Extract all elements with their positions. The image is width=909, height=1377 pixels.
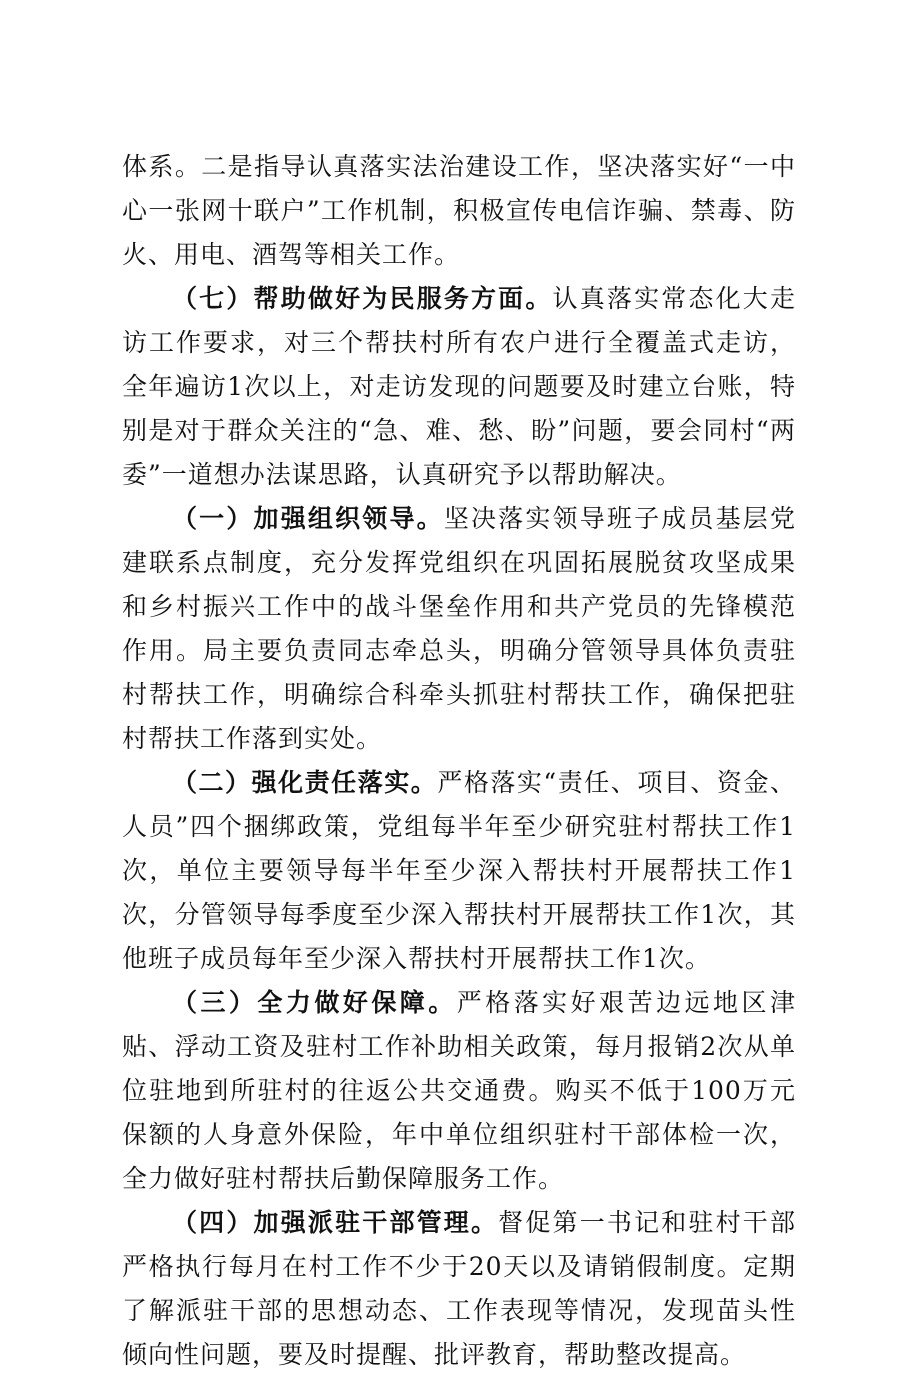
paragraph-responsibility [122, 761, 796, 981]
paragraph-lead: （七）帮助做好为民服务方面。 [172, 284, 553, 313]
paragraph-lead: （一）加强组织领导。 [172, 504, 444, 533]
paragraph-lead: （四）加强派驻干部管理。 [172, 1208, 499, 1237]
paragraph-organization-leadership [122, 497, 796, 761]
paragraph-support-guarantee [122, 981, 796, 1201]
paragraph-cadre-management [122, 1201, 796, 1377]
paragraph-body: 严格落实好艰苦边远地区津贴、浮动工资及驻村工作补助相关政策，每月报销2次从单位驻地到所驻村的往返公共交通费。购买不低于100万元保额的人身意外保险，年中单位组织驻村干部体检一次，全力做好驻村帮扶后勤保障服务工作。 [122, 988, 796, 1193]
paragraph-body: 督促第一书记和驻村干部严格执行每月在村工作不少于20天以及请销假制度。定期了解派驻干部的思想动态、工作表现等情况，发现苗头性倾向性问题，要及时提醒、批评教育，帮助整改提高。 [122, 1208, 796, 1369]
document-body [122, 145, 796, 1377]
paragraph-continued [122, 145, 796, 277]
paragraph-lead: （三）全力做好保障。 [172, 988, 457, 1017]
paragraph-service-for-people [122, 277, 796, 497]
paragraph-body: 认真落实常态化大走访工作要求，对三个帮扶村所有农户进行全覆盖式走访，全年遍访1次以上，对走访发现的问题要及时建立台账，特别是对于群众关注的“急、难、愁、盼”问题，要会同村“两委”一道想办法谋思路，认真研究予以帮助解决。 [122, 284, 796, 489]
paragraph-lead: （二）强化责任落实。 [172, 768, 438, 797]
paragraph-body: 体系。二是指导认真落实法治建设工作，坚决落实好“一中心一张网十联户”工作机制，积极宣传电信诈骗、禁毒、防火、用电、酒驾等相关工作。 [122, 152, 796, 269]
paragraph-body: 严格落实“责任、项目、资金、人员”四个捆绑政策，党组每半年至少研究驻村帮扶工作1次，单位主要领导每半年至少深入帮扶村开展帮扶工作1次，分管领导每季度至少深入帮扶村开展帮扶工作1次，其他班子成员每年至少深入帮扶村开展帮扶工作1次。 [122, 768, 796, 973]
paragraph-body: 坚决落实领导班子成员基层党建联系点制度，充分发挥党组织在巩固拓展脱贫攻坚成果和乡村振兴工作中的战斗堡垒作用和共产党员的先锋模范作用。局主要负责同志牵总头，明确分管领导具体负责驻村帮扶工作，明确综合科牵头抓驻村帮扶工作，确保把驻村帮扶工作落到实处。 [122, 504, 796, 753]
